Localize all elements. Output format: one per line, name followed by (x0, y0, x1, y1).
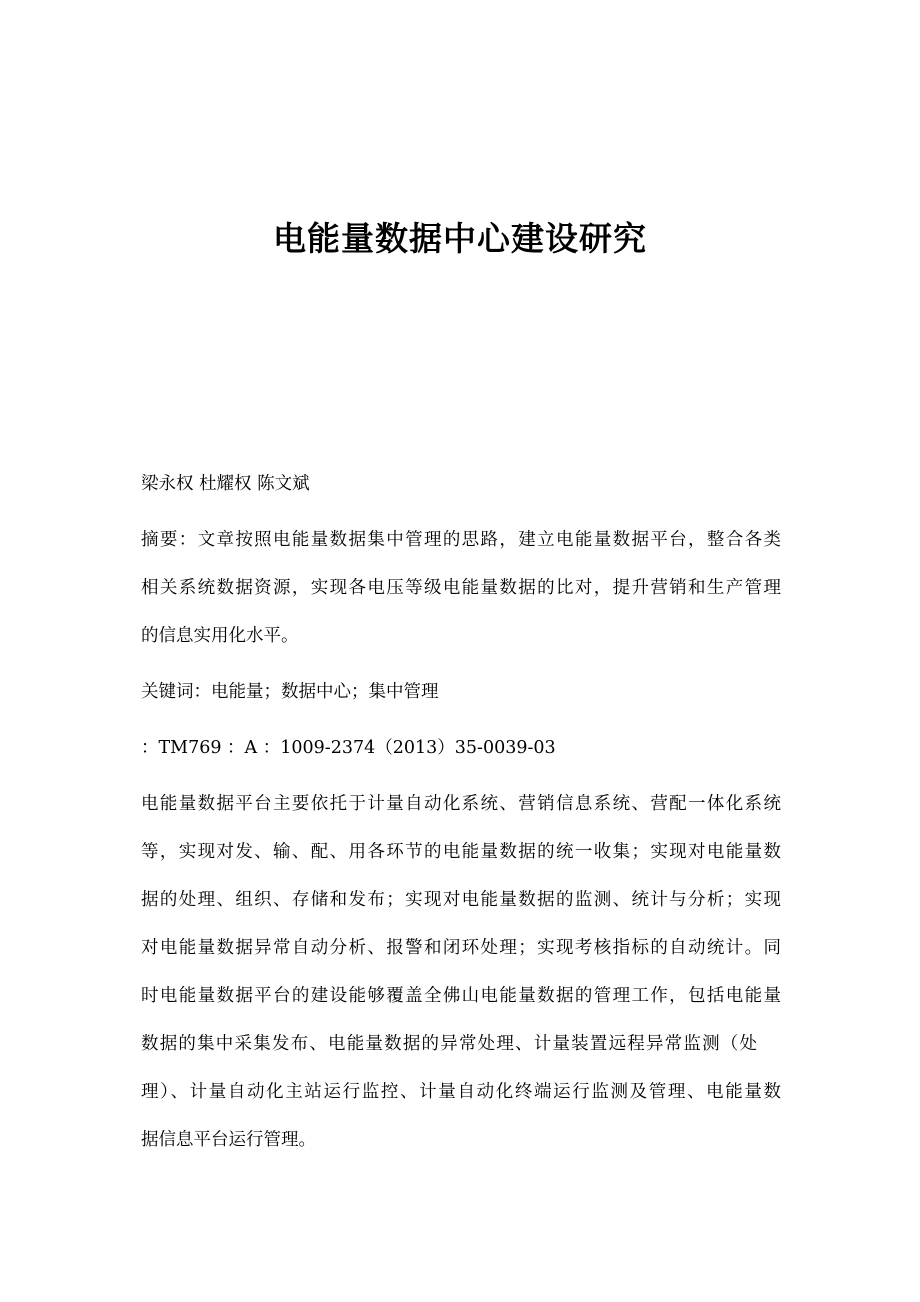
body-line-7: 理）、计量自动化主站运行监控、计量自动化终端运行监测及管理、电能量数 (141, 1082, 781, 1102)
document-title: 电能量数据中心建设研究 (273, 219, 647, 258)
body-line-3: 据的处理、组织、存储和发布；实现对电能量数据的监测、统计与分析；实现 (141, 890, 781, 910)
body-line-2: 等，实现对发、输、配、用各环节的电能量数据的统一收集；实现对电能量数 (141, 842, 781, 862)
keywords: 关键词：电能量；数据中心；集中管理 (141, 682, 439, 702)
body-line-4: 对电能量数据异常自动分析、报警和闭环处理；实现考核指标的自动统计。同 (141, 938, 781, 958)
body-line-8: 据信息平台运行管理。 (141, 1130, 316, 1150)
abstract-line-1: 摘要：文章按照电能量数据集中管理的思路，建立电能量数据平台，整合各类 (141, 530, 781, 550)
classification-info: ：TM769 ：A ：1009-2374（2013）35-0039-03 (141, 738, 556, 758)
abstract-line-2: 相关系统数据资源，实现各电压等级电能量数据的比对，提升营销和生产管理 (141, 578, 781, 598)
authors: 梁永权 杜耀权 陈文斌 (141, 474, 310, 494)
body-line-6: 数据的集中采集发布、电能量数据的异常处理、计量装置远程异常监测（处 (141, 1034, 757, 1054)
abstract-line-3: 的信息实用化水平。 (141, 626, 299, 646)
body-line-1: 电能量数据平台主要依托于计量自动化系统、营销信息系统、营配一体化系统 (141, 794, 781, 814)
body-line-5: 时电能量数据平台的建设能够覆盖全佛山电能量数据的管理工作，包括电能量 (141, 986, 781, 1006)
